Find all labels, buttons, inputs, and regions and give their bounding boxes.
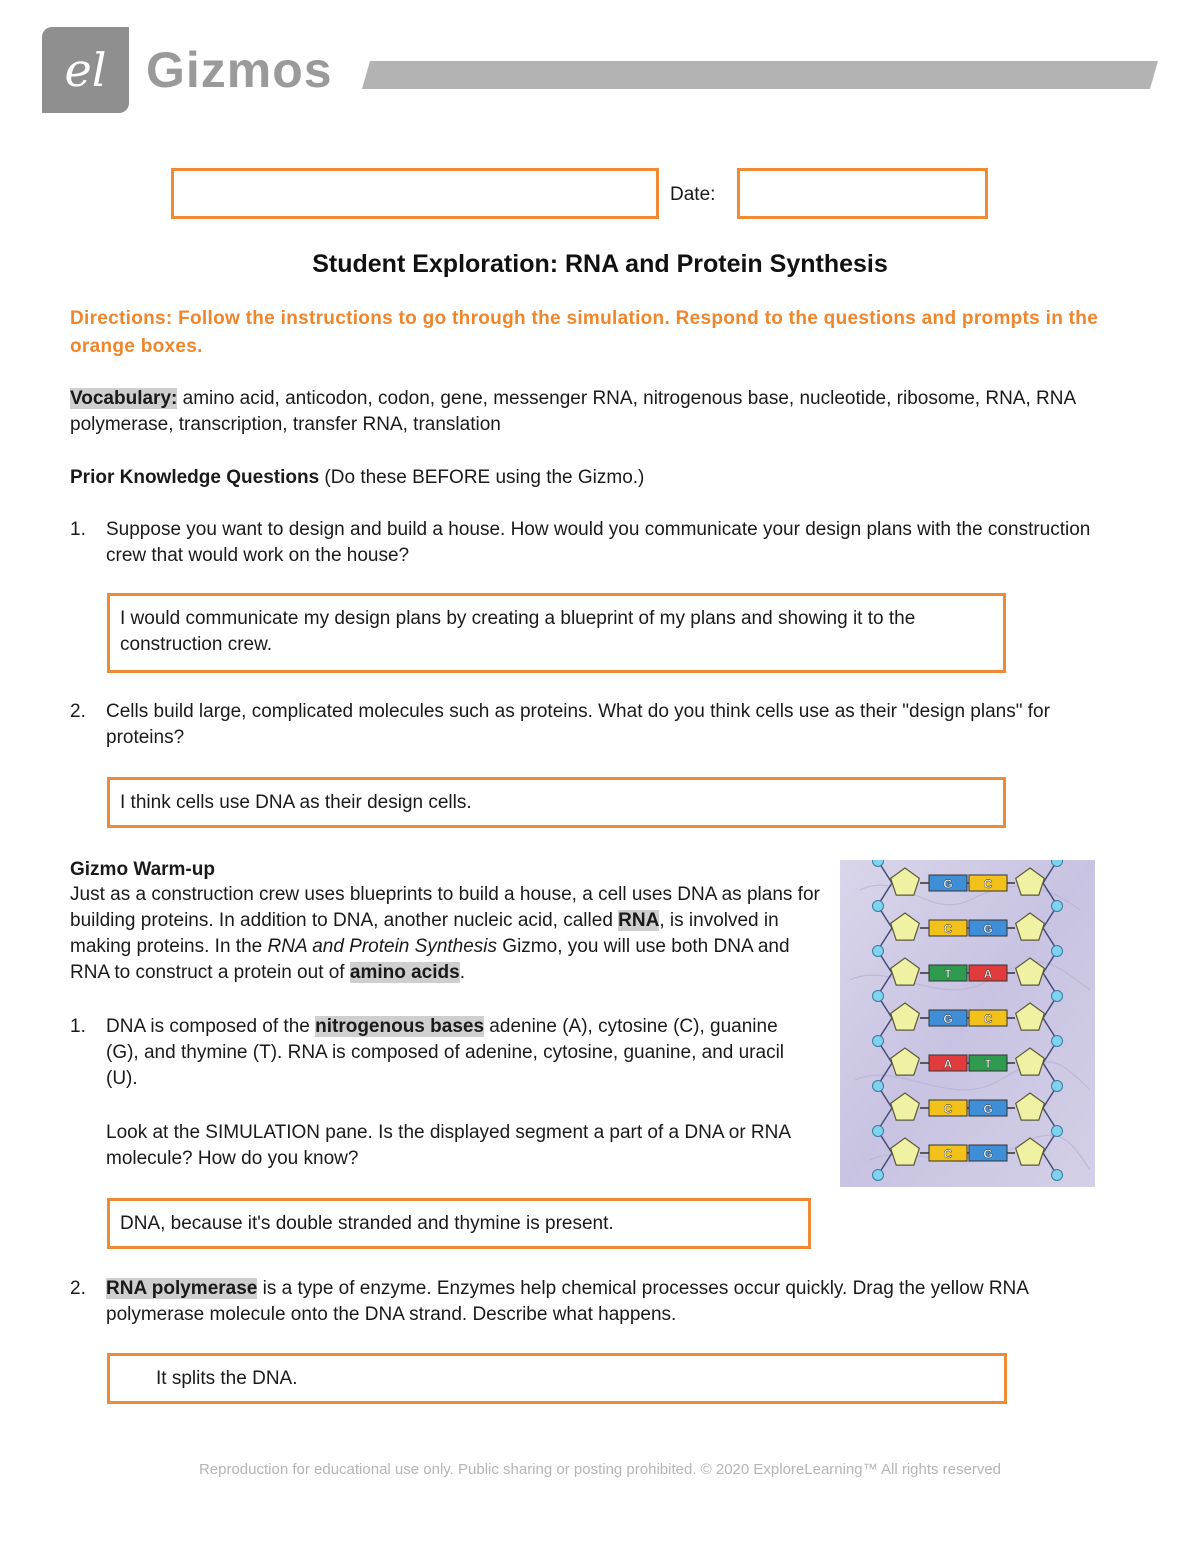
phosphate bbox=[1052, 946, 1063, 957]
phosphate bbox=[873, 1036, 884, 1047]
phosphate bbox=[873, 860, 884, 867]
vocabulary-terms: amino acid, anticodon, codon, gene, messenger RNA, nitrogenous base, nucleotide, ribosome, RNA, RNA polymerase, transcription, transfer RNA, translation bbox=[70, 388, 1076, 435]
phosphate bbox=[1052, 991, 1063, 1002]
phosphate bbox=[873, 1170, 884, 1181]
base-label: A bbox=[983, 967, 993, 981]
term-rna: RNA bbox=[618, 910, 660, 931]
intro-text: Just as a construction crew uses blueprints to build a house, a cell uses DNA as plans for building proteins. In addition to DNA, another nucleic acid, called bbox=[70, 884, 820, 931]
warmup-intro bbox=[70, 882, 820, 986]
base-label: G bbox=[983, 922, 993, 936]
term-amino-acids: amino acids bbox=[349, 962, 460, 983]
answer-box[interactable]: I think cells use DNA as their design cells. bbox=[107, 777, 1006, 828]
question-text-part: DNA is composed of the bbox=[106, 1016, 316, 1037]
intro-text: , is involved in making proteins. In the bbox=[70, 910, 779, 957]
header-bar bbox=[362, 61, 1158, 89]
question-text bbox=[106, 1014, 806, 1092]
base-label: G bbox=[943, 1012, 953, 1026]
question-number: 2. bbox=[70, 701, 86, 722]
page-title: Student Exploration: RNA and Protein Synthesis bbox=[312, 250, 888, 278]
question-text: Look at the SIMULATION pane. Is the displayed segment a part of a DNA or RNA molecule? How do you know? bbox=[106, 1122, 790, 1169]
footer-copyright: Reproduction for educational use only. Public sharing or posting prohibited. © 2020 ExploreLearning™ All rights reserved bbox=[198, 1461, 1002, 1478]
prior-knowledge-heading: Prior Knowledge Questions bbox=[70, 467, 320, 488]
base-label: C bbox=[983, 877, 993, 891]
brand-name: Gizmos bbox=[146, 42, 333, 98]
date-label: Date: bbox=[670, 184, 716, 205]
question-text: Cells build large, complicated molecules such as proteins. What do you think cells use as their "design plans" for proteins? bbox=[106, 701, 1050, 748]
base-label: G bbox=[943, 877, 953, 891]
base-label: C bbox=[983, 1012, 993, 1026]
base-label: C bbox=[943, 1147, 953, 1161]
vocabulary-section bbox=[70, 386, 1130, 438]
directions-text: Directions: Follow the instructions to go through the simulation. Respond to the questions and prompts in the orange boxes. bbox=[70, 308, 1099, 357]
question-text bbox=[106, 1276, 1116, 1328]
dna-strand-figure bbox=[840, 860, 1095, 1187]
phosphate bbox=[873, 991, 884, 1002]
logo-mark: el bbox=[64, 43, 107, 97]
question-number: 1. bbox=[70, 1016, 86, 1037]
prior-knowledge-note: (Do these BEFORE using the Gizmo.) bbox=[319, 467, 645, 488]
base-label: T bbox=[984, 1057, 992, 1071]
phosphate bbox=[1052, 1036, 1063, 1047]
phosphate bbox=[1052, 1126, 1063, 1137]
warmup-heading: Gizmo Warm-up bbox=[70, 859, 215, 880]
phosphate bbox=[1052, 1170, 1063, 1181]
phosphate bbox=[873, 901, 884, 912]
intro-text: . bbox=[459, 962, 465, 983]
base-label: A bbox=[943, 1057, 953, 1071]
term-rna-polymerase: RNA polymerase bbox=[106, 1278, 258, 1299]
term-nitrogenous-bases: nitrogenous bases bbox=[315, 1016, 485, 1037]
base-label: T bbox=[944, 967, 952, 981]
phosphate bbox=[873, 1126, 884, 1137]
question-text: Suppose you want to design and build a house. How would you communicate your design plans with the construction crew that would work on the house? bbox=[106, 519, 1091, 566]
base-label: G bbox=[983, 1102, 993, 1116]
question-text-part: adenine (A), cytosine (C), guanine (G), and thymine (T). RNA is composed of adenine, cytosine, guanine, and uracil (U). bbox=[106, 1016, 785, 1089]
intro-text: Gizmo, you will use both DNA and RNA to construct a protein out of bbox=[70, 936, 790, 983]
base-label: C bbox=[943, 922, 953, 936]
question-number: 2. bbox=[70, 1278, 86, 1299]
date-field[interactable] bbox=[737, 168, 988, 219]
gizmo-name: RNA and Protein Synthesis bbox=[267, 936, 498, 957]
question-number: 1. bbox=[70, 519, 86, 540]
prior-knowledge-heading-line bbox=[70, 465, 1130, 491]
phosphate bbox=[873, 1081, 884, 1092]
answer-box[interactable]: I would communicate my design plans by creating a blueprint of my plans and showing it to the construction crew. bbox=[107, 593, 1006, 673]
phosphate bbox=[873, 946, 884, 957]
question-text-part: is a type of enzyme. Enzymes help chemical processes occur quickly. Drag the yellow RNA polymerase molecule onto the DNA strand. Describe what happens. bbox=[106, 1278, 1028, 1325]
answer-box[interactable]: It splits the DNA. bbox=[107, 1353, 1007, 1404]
base-label: G bbox=[983, 1147, 993, 1161]
phosphate bbox=[1052, 1081, 1063, 1092]
phosphate bbox=[1052, 860, 1063, 867]
name-field[interactable] bbox=[171, 168, 659, 219]
phosphate bbox=[1052, 901, 1063, 912]
answer-box[interactable]: DNA, because it's double stranded and thymine is present. bbox=[107, 1198, 811, 1249]
base-label: C bbox=[943, 1102, 953, 1116]
vocabulary-label: Vocabulary: bbox=[70, 388, 178, 409]
